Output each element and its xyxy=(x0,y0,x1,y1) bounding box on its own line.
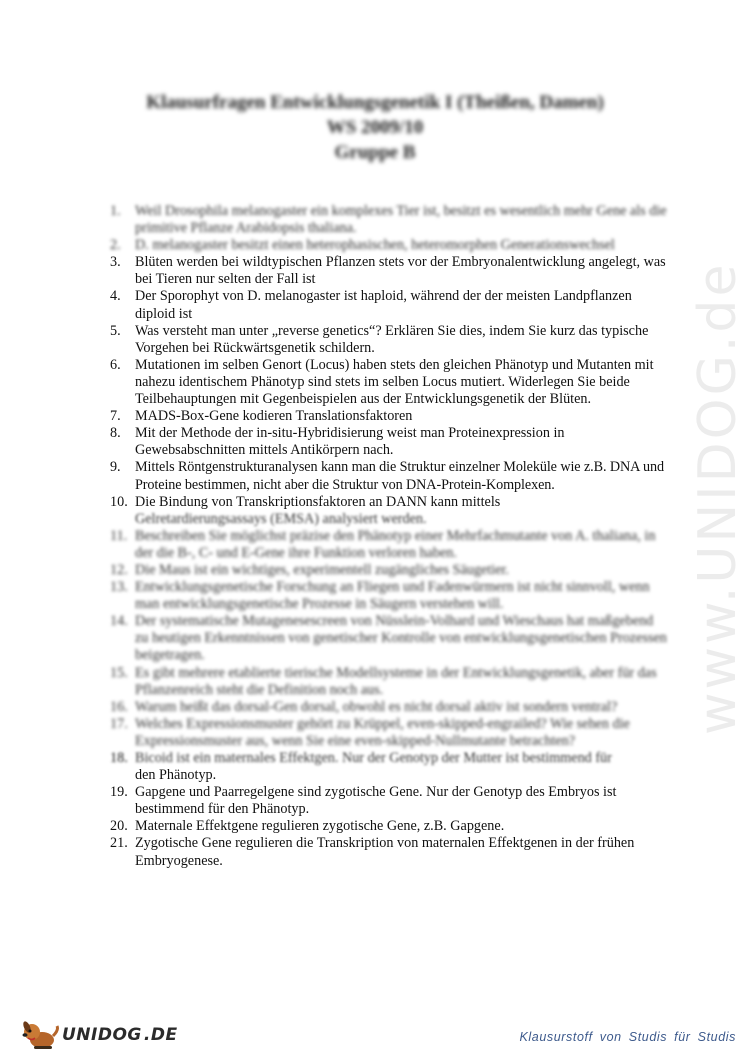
question-text: Es gibt mehrere etablierte tierische Modellsysteme in der Entwicklungsgenetik, aber für das Pflanzenreich steht die Definition noch aus. xyxy=(135,664,657,698)
logo-text-left: UNIDOG xyxy=(62,1025,142,1045)
question-number: 16. xyxy=(110,698,128,715)
question-item xyxy=(110,579,670,613)
question-item xyxy=(110,408,670,425)
question-number: 14. xyxy=(110,613,128,630)
question-item xyxy=(110,665,670,699)
question-number: 4. xyxy=(110,288,121,305)
question-text: Gapgene und Paarregelgene sind zygotische Gene. Nur der Genotyp des Embryos ist bestimmend für den Phänotyp. xyxy=(135,784,617,818)
question-text: den Phänotyp. xyxy=(135,767,217,784)
question-number: 20. xyxy=(110,818,128,835)
question-item xyxy=(110,716,670,750)
question-item xyxy=(110,494,670,528)
question-number: 10. xyxy=(110,493,128,510)
question-number: 7. xyxy=(110,408,121,425)
question-item xyxy=(110,323,670,357)
question-text: Welches Expressionsmuster gehört zu Krüppel, even-skipped-engrailed? Wie sehen die Expressionsmuster aus, wenn Sie eine even-skipped-Nullmutante betrachten? xyxy=(135,715,630,749)
question-number: 11. xyxy=(110,527,128,544)
question-item xyxy=(110,750,670,784)
question-item xyxy=(110,203,670,237)
question-item xyxy=(110,459,670,493)
watermark: www.UNIDOG.de xyxy=(688,261,748,735)
question-number: 19. xyxy=(110,784,128,801)
question-number: 6. xyxy=(110,356,121,373)
question-number: 13. xyxy=(110,579,128,596)
question-item xyxy=(110,613,670,664)
question-text: Warum heißt das dorsal-Gen dorsal, obwohl es nicht dorsal aktiv ist sondern ventral? xyxy=(135,698,618,715)
document-title xyxy=(0,90,750,165)
question-text: Die Maus ist ein wichtiges, experimentell zugängliches Säugetier. xyxy=(135,561,509,578)
question-text: Blüten werden bei wildtypischen Pflanzen stets vor der Embryonalentwicklung angelegt, was bei Tieren nur selten der Fall ist xyxy=(135,254,666,288)
question-text: D. melanogaster besitzt einen heterophasischen, heteromorphen Generationswechsel xyxy=(135,237,615,254)
footer-tagline: Klausurstoff von Studis für Studis xyxy=(519,1030,736,1044)
question-item xyxy=(110,288,670,322)
dog-mascot-icon xyxy=(20,1020,60,1050)
question-item xyxy=(110,562,670,579)
title-line-1: Klausurfragen Entwicklungsgenetik I (Theißen, Damen) xyxy=(146,92,604,113)
question-number: 15. xyxy=(110,664,128,681)
question-number: 3. xyxy=(110,254,121,271)
question-text: Entwicklungsgenetische Forschung an Fliegen und Fadenwürmern ist nicht sinnvoll, wenn man entwicklungsgenetische Prozesse in Säugern verstehen will. xyxy=(135,579,650,613)
question-item xyxy=(110,357,670,408)
question-text-blurred: Bicoid ist ein maternales Effektgen. Nur der Genotyp der Mutter ist bestimmend für xyxy=(135,750,612,766)
question-list xyxy=(110,203,670,870)
question-text: Maternale Effektgene regulieren zygotische Gene, z.B. Gapgene. xyxy=(135,818,505,835)
question-text: Beschreiben Sie möglichst präzise den Phänotyp einer Mehrfachmutante von A. thaliana, in der die B-, C- und E-Gene ihre Funktion verloren haben. xyxy=(135,527,656,561)
question-number: 12. xyxy=(110,561,128,578)
question-text: Der systematische Mutagenesescreen von Nüsslein-Volhard und Wieschaus hat maßgebend zu heutigen Erkenntnissen von genetischer Kontrolle von entwicklungsgenetischen Prozessen beigetragen. xyxy=(135,613,667,664)
question-number: 8. xyxy=(110,425,121,442)
question-number: 1. xyxy=(110,203,121,219)
question-item xyxy=(110,818,670,835)
unidog-logo[interactable] xyxy=(20,1020,178,1050)
question-number: 18. xyxy=(110,750,128,766)
question-text: Der Sporophyt von D. melanogaster ist haploid, während der der meisten Landpflanzen diploid ist xyxy=(135,288,632,322)
title-line-3: Gruppe B xyxy=(334,142,416,163)
question-text-blurred: Gelretardierungsassays (EMSA) analysiert werden. xyxy=(135,510,427,527)
question-text: Mit der Methode der in-situ-Hybridisierung weist man Proteinexpression in Gewebsabschnitten mittels Antikörpern nach. xyxy=(135,425,565,459)
question-item xyxy=(110,699,670,716)
question-text: Mutationen im selben Genort (Locus) haben stets den gleichen Phänotyp und Mutanten mit nahezu identischem Phänotyp sind stets im selben Locus mutiert. Widerlegen Sie beide Teilbehauptungen mit Gegenbeispielen aus der Entwicklungsgenetik der Blüten. xyxy=(135,356,654,408)
question-item xyxy=(110,528,670,562)
question-text: Was versteht man unter „reverse genetics“? Erklären Sie dies, indem Sie kurz das typische Vorgehen bei Rückwärtsgenetik schildern. xyxy=(135,322,649,356)
question-item xyxy=(110,425,670,459)
question-item xyxy=(110,835,670,869)
question-item xyxy=(110,237,670,254)
question-text: MADS-Box-Gene kodieren Translationsfaktoren xyxy=(135,408,413,425)
question-item xyxy=(110,784,670,818)
question-text: Zygotische Gene regulieren die Transkription von maternalen Effektgenen in der frühen Embryogenese. xyxy=(135,835,635,869)
question-number: 17. xyxy=(110,715,128,732)
question-text: Weil Drosophila melanogaster ein komplexes Tier ist, besitzt es wesentlich mehr Gene als die primitive Pflanze Arabidopsis thaliana. xyxy=(135,203,667,237)
question-item xyxy=(110,254,670,288)
question-number: 9. xyxy=(110,459,121,476)
question-text: Die Bindung von Transkriptionsfaktoren an DANN kann mittels xyxy=(135,493,501,510)
logo-text-right: .DE xyxy=(143,1025,178,1045)
question-number: 21. xyxy=(110,835,128,852)
question-number: 5. xyxy=(110,322,121,339)
question-number: 2. xyxy=(110,237,121,254)
title-line-2: WS 2009/10 xyxy=(326,117,424,138)
question-text: Mittels Röntgenstrukturanalysen kann man die Struktur einzelner Moleküle wie z.B. DNA und Proteine bestimmen, nicht aber die Struktur von DNA-Protein-Komplexen. xyxy=(135,459,664,493)
